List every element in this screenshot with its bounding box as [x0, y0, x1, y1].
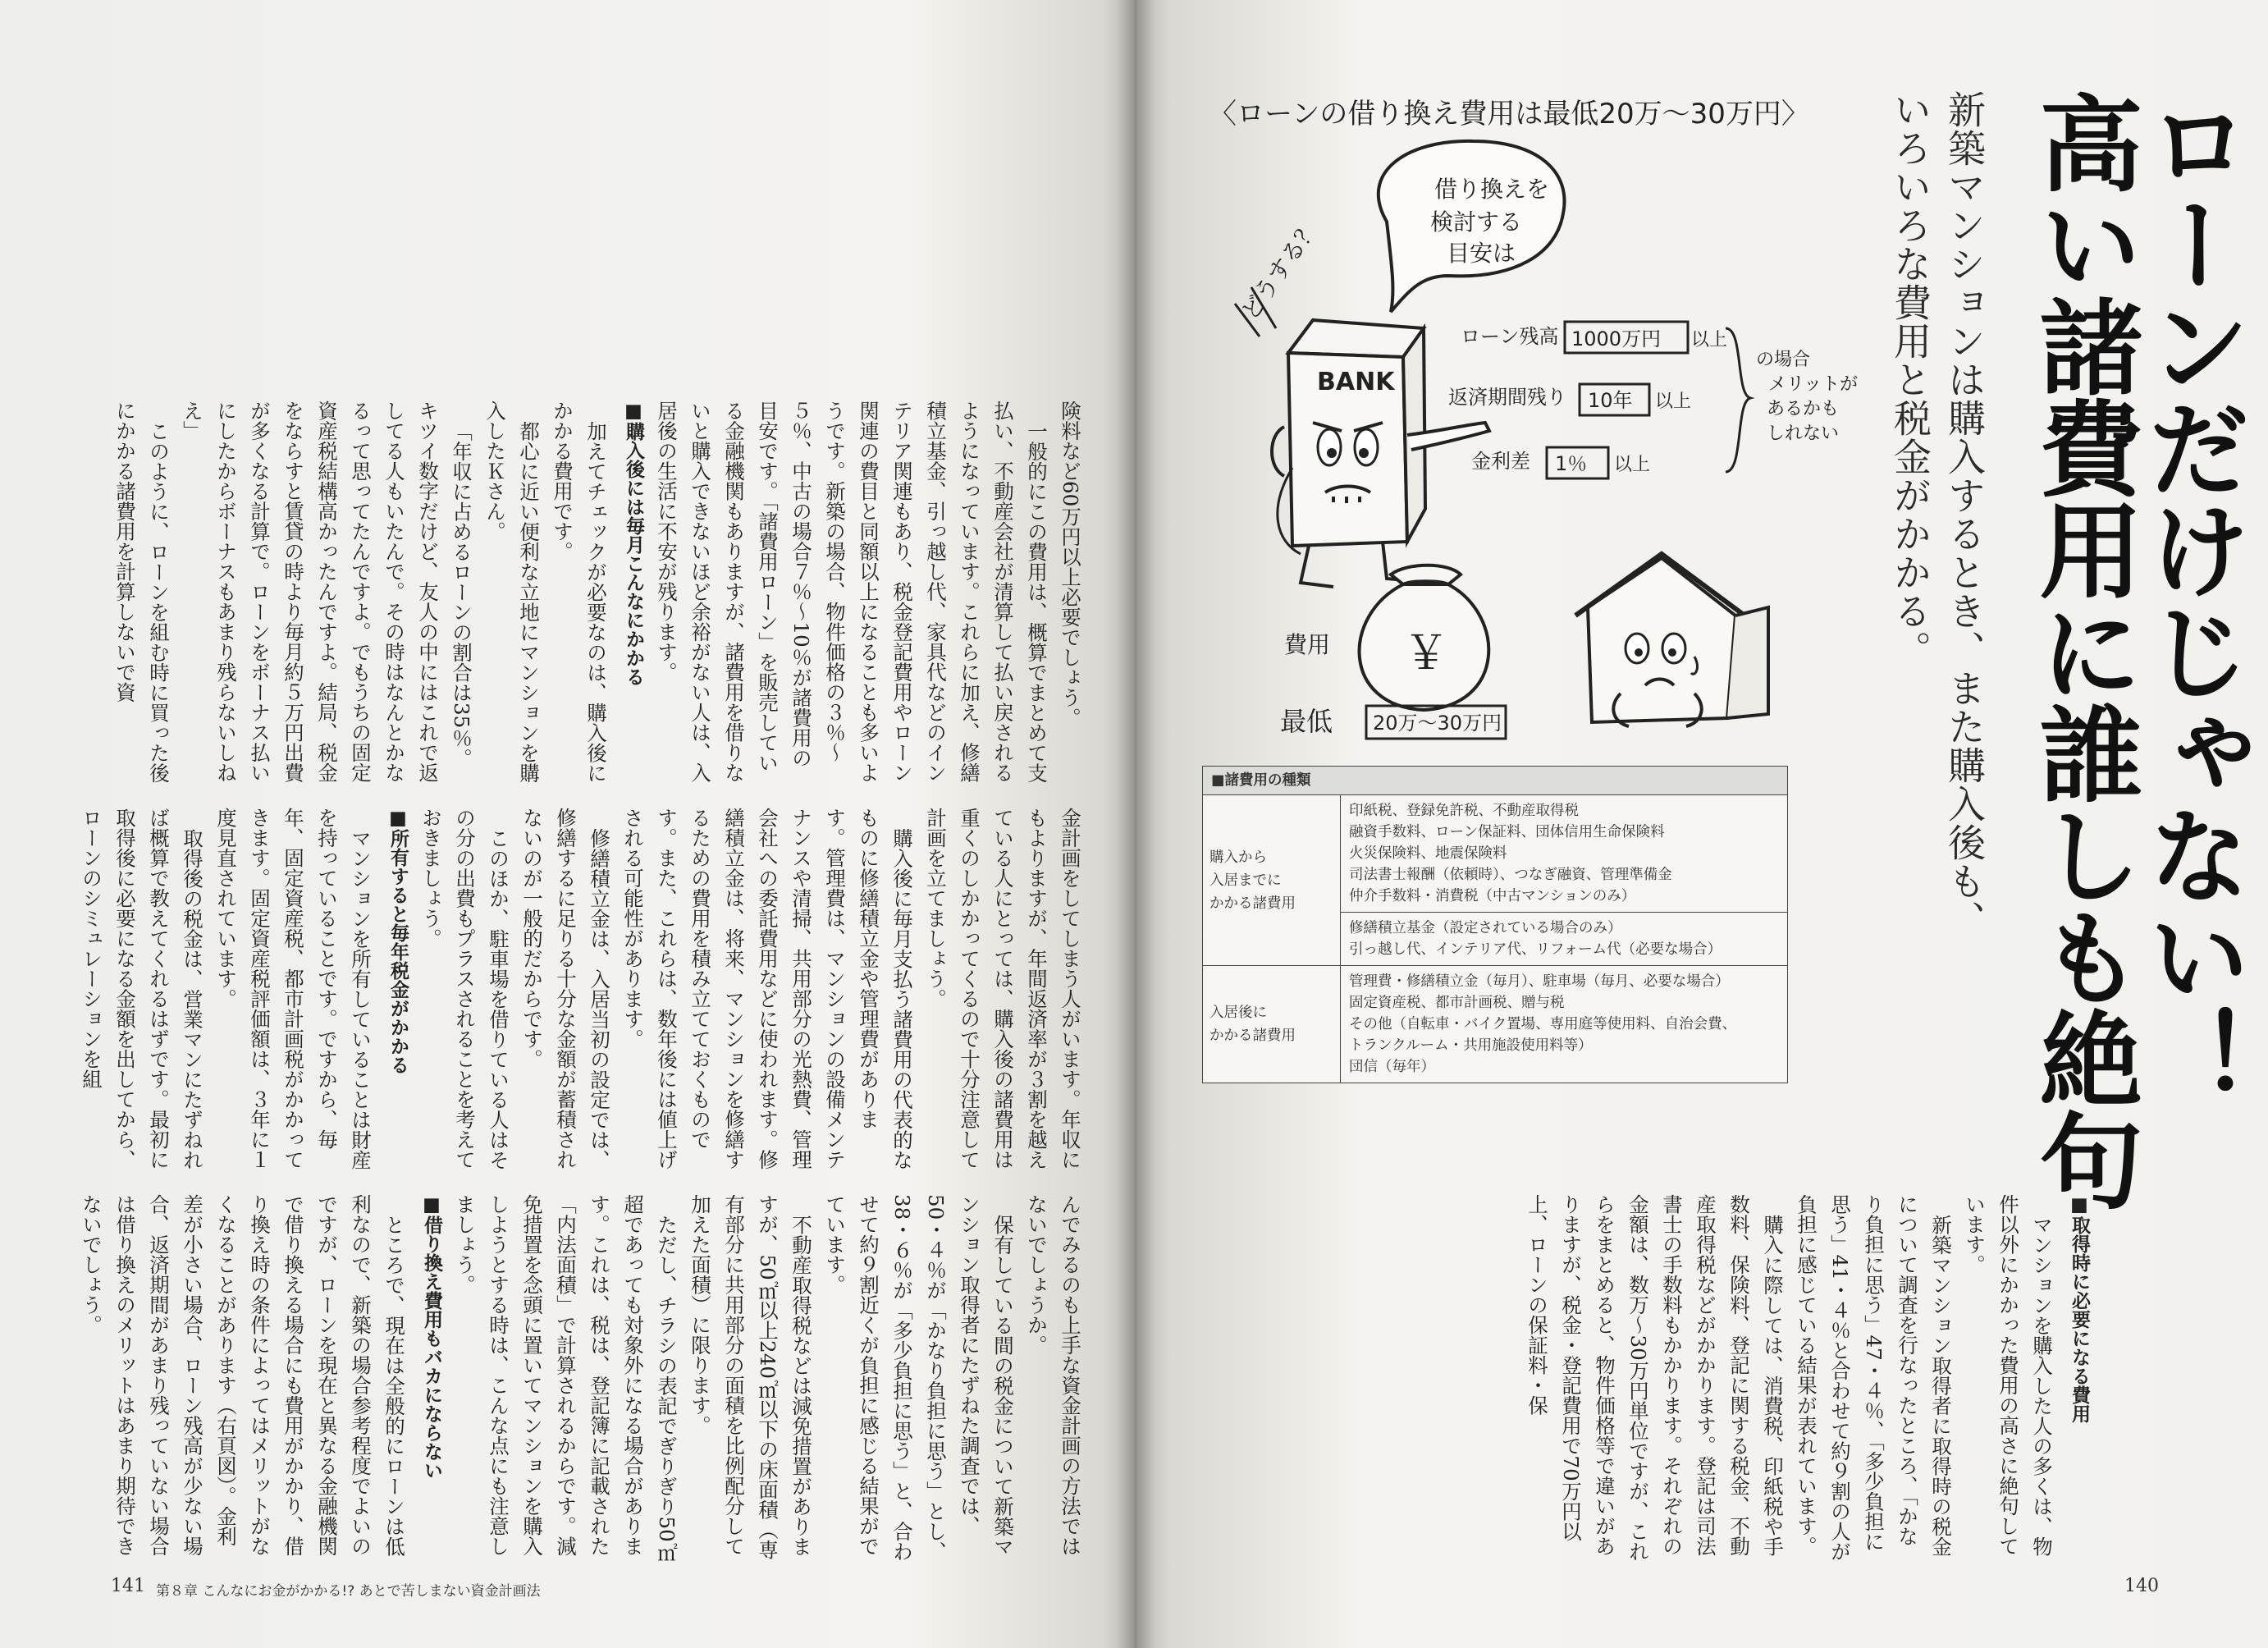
section-heading: ■購入後には毎月こんなにかかる [623, 401, 644, 686]
cost-label: 費用 [1284, 631, 1331, 658]
cost-item: 修繕積立基金（設定されている場合のみ） [1349, 920, 1622, 936]
cost-item: 仲介手数料・消費税（中古マンションのみ） [1349, 888, 1636, 904]
body-paragraph: このように、ローンを組む時に買った後にかかる諸費用を計算しないで資 [113, 401, 171, 783]
section-heading: ■取得時に必要になる費用 [2069, 1194, 2090, 1423]
condition-suffix-rate: 以上 [1614, 455, 1651, 475]
merit-note-2: メリットが [1768, 374, 1859, 395]
body-paragraph: 修繕積立金は、入居当初の設定では、修繕するに足りる十分な金額が蓄積されないのが一般的だからです。 [520, 808, 611, 1170]
cost-item: 管理費・修繕積立金（毎月）、駐車場（毎月、必要な場合） [1349, 973, 1730, 990]
condition-label-rate: 金利差 [1471, 450, 1530, 473]
bag-yen-symbol: ￥ [1403, 627, 1449, 680]
cost-table-body [1203, 795, 1787, 1083]
cost-item: トランクルーム・共用施設使用料等） [1349, 1037, 1593, 1054]
body-paragraph: 購入後に毎月支払う諸費用の代表的なものに修繕積立金や管理費がありま す。管理費は、マンションの設備メンテナンスや清掃、共用部分の光熱費、管理会社への委託費用などに使われます。修繕積立金は、将来、マンションを修繕するための費用を積み立てておくものです。また、これらは、数年後には値上げされる可能性があります。 [621, 808, 914, 1170]
cost-item: 印紙税、登録免許税、不動産取得税 [1349, 803, 1579, 819]
merit-note-3: あるかも [1767, 399, 1840, 419]
cost-table-row-label [1203, 966, 1341, 1083]
cost-table-row [1203, 795, 1787, 965]
minimum-value: 20万〜30万円 [1373, 712, 1502, 735]
body-paragraph: ところで、現在は全般的にローンは低利なので、新築の場合参考程度でよいのですが、ローンを現在と異なる金融機関で借り換える場合にも費用がかかり、借り換え時の条件によってはメリットがなくなることがあります（右頁図）。金利差が小さい場合、ローン残高が少ない場合、返済期間があまり残っていない場合は借り換えのメリットはあまり期待できないでしょう。 [80, 1194, 406, 1556]
section-heading: ■所有すると毎年税金がかかる [387, 808, 409, 1074]
cost-table-cell [1341, 966, 1787, 1083]
body-paragraph: マンションを所有していることは財産を持っていることです。ですから、毎年、固定資産税、都市計画税がかかってきます。固定資産税評価額は、３年に１度見直されています。 [214, 808, 373, 1170]
cost-table-title: ■諸費用の種類 [1203, 767, 1787, 795]
bank-character [1272, 320, 1489, 587]
right-page-number: 140 [2124, 1576, 2159, 1596]
bank-label: BANK [1317, 368, 1395, 396]
headline-line-1: ローンだけじゃない！ [2131, 90, 2252, 1108]
cost-table-cell [1341, 912, 1787, 965]
merit-note-1: の場合 [1756, 350, 1811, 370]
condition-label-term: 返済期間残り [1448, 386, 1566, 409]
cost-item: 融資手数料、ローン保証料、団体信用生命保険料 [1349, 824, 1665, 840]
condition-suffix-term: 以上 [1655, 391, 1692, 412]
cost-table-row [1203, 965, 1787, 1083]
condition-suffix-balance: 以上 [1691, 330, 1728, 350]
condition-label-balance: ローン残高 [1461, 325, 1559, 348]
cost-item: 団信（毎年） [1349, 1059, 1435, 1075]
merit-note-4: しれない [1767, 423, 1840, 444]
body-paragraph: 金計画をしてしまう人がいます。年収にもよりますが、年間返済率が３割を越えている人にとっては、購入後の諸費用は重くのしかかってくるので十分注意して計画を立てましょう。 [924, 808, 1082, 1170]
body-paragraph: マンションを購入した人の多くは、物件以外にかかった費用の高さに絶句しています。 [1963, 1194, 2054, 1556]
conditions [1448, 322, 1858, 478]
cost-item: 引っ越し代、インテリア代、リフォーム代（必要な場合） [1349, 941, 1722, 958]
lead-line-2: いろいろな費用と税金がかかる。 [1888, 90, 1932, 669]
chapter-running-head: 第８章 こんなにお金がかかる!? あとで苦しまない資金計画法 [156, 1583, 541, 1600]
money-bag [1280, 565, 1506, 739]
row-label-line: 購入から [1209, 849, 1267, 866]
body-paragraph: このほか、駐車場を借りている人はその分の出費もプラスされることを考えておきましょう。 [419, 808, 510, 1170]
body-paragraph: 取得後の税金は、営業マンにたずねれば概算で教えてくれるはずです。最初に取得後に必要になる金額を出してから、ローンのシミュレーションを組 [80, 808, 204, 1170]
mutter-text: どうする？ [1236, 215, 1324, 325]
body-paragraph: 新築マンション取得者に取得時の税金について調査を行なったところ、「かなり負担に思う」47・４％、「多少負担に思う」41・４％と合わせて約９割の人が負担に感じている結果が表れています。 [1795, 1194, 1953, 1562]
body-paragraph: んでみるのも上手な資金計画の方法ではないでしょうか。 [1025, 1194, 1082, 1556]
body-paragraph: 購入に際しては、消費税、印紙税や手数料、保険料、登記に関する税金、不動産取得税などがかかります。登記は司法書士の手数料もかかります。それぞれの金額は、数万〜30万円単位ですが、これらをまとめると、物件価格等で違いがありますが、税金・登記費用で70万円以上、ローンの保証料・保 [1525, 1194, 1785, 1562]
illustration-caption: 〈ローンの借り換え費用は最低20万〜30万円〉 [1209, 98, 1809, 130]
cost-item: 司法書士報酬（依頼時）、つなぎ融資、管理準備金 [1349, 867, 1672, 883]
cost-item: その他（自転車・バイク置場、専用庭等使用料、自治会費、 [1349, 1016, 1737, 1032]
lead-line-1: 新築マンションは購入するとき、また購入後も、 [1942, 90, 1987, 939]
worried-house-character [1575, 554, 1768, 726]
body-paragraph: 保有している間の税金について新築マンション取得者にたずねた調査では、50・４％が「かなり負担に思う」とし、38・６％が「多少負担に思う」と、合わせて約９割近くが負担に感じる結果がでています。 [823, 1194, 1015, 1562]
section-heading: ■借り換え費用もバカにならない [421, 1194, 442, 1480]
body-paragraph: 険料など60万円以上必要でしょう。 [1059, 401, 1082, 728]
loan-refinance-illustration [1202, 82, 1883, 755]
bubble-line-3: 目安は [1447, 240, 1516, 267]
left-page-number: 141 [111, 1576, 145, 1596]
row-label-line: かかる諸費用 [1209, 895, 1296, 912]
row-label-line: かかる諸費用 [1209, 1028, 1296, 1044]
body-paragraph: 不動産取得税などは減免措置がありますが、50㎡以上240㎡以下の床面積（専有部分に共用部分の面積を比例配分して加えた面積）に限ります。 [688, 1194, 813, 1560]
row-label-line: 入居後に [1209, 1005, 1267, 1021]
condition-value-term: 10年 [1588, 389, 1633, 412]
minimum-label: 最低 [1280, 706, 1333, 737]
cost-table-cell [1341, 795, 1787, 912]
left-body-column-middle [80, 808, 1087, 1173]
headline-line-2: 高い諸費用に誰しも絶句 [2023, 90, 2143, 1210]
bubble-line-2: 検討する [1430, 208, 1523, 236]
left-body-column-top [98, 401, 1087, 788]
lead-text [1883, 90, 1991, 952]
conditions-brace [1726, 328, 1750, 472]
right-body-column [1197, 1194, 2096, 1565]
cost-table-row-label [1203, 795, 1341, 965]
cost-types-table [1202, 766, 1788, 1083]
body-paragraph: ただし、チラシの表記でぎりぎり50㎡超であっても対象外になる場合があります。これは、税は、登記簿に記載された「内法面積」で計算されるからです。減免措置を念頭に置いてマンションを購入しようとする時は、こんな点にも注意しましょう。 [453, 1194, 679, 1562]
cost-item: 固定資産税、都市計画税、贈与税 [1349, 995, 1565, 1011]
body-paragraph: 一般的にこの費用は、概算でまとめて支払い、不動産会社が清算して払い戻されるようになっています。これらに加え、修繕積立基金、引っ越し代、家具代などのインテリア関連もあり、税金登記費用やローン関連の費目と同額以上になることも多いようです。新築の場合、物件価格の３％〜５％、中古の場合７％〜10％が諸費用の目安です。「諸費用ローン」を販売している金融機関もありますが、諸費用を借りないと購入できないほど余裕がない人は、入居後の生活に不安が残ります。 [655, 401, 1049, 783]
headline [2023, 90, 2252, 1256]
condition-value-rate: 1％ [1555, 452, 1588, 475]
body-paragraph: 加えてチェックが必要なのは、購入後にかかる費用です。 [551, 401, 608, 783]
bubble-line-1: 借り換えを [1434, 176, 1550, 203]
body-paragraph: 都心に近い便利な立地にマンションを購入したＫさん。 [483, 401, 541, 783]
condition-value-balance: 1000万円 [1571, 327, 1662, 350]
book-gutter [1116, 0, 1155, 1648]
body-paragraph: 「年収に占めるローンの割合は35％。キツイ数字だけど、友人の中にはこれで返してる人もいたんで。その時はなんとかなるって思ってたんですよ。でもうちの固定資産税結構高かったんですよ。結局、税金をならすと賃貸の時より毎月約５万円出費が多くなる計算で。ローンをボーナス払いにしたからボーナスもあまり残らないしねえ」 [181, 401, 473, 783]
row-label-line: 入居までに [1209, 872, 1282, 889]
cost-item: 火災保険料、地震保険料 [1349, 845, 1507, 862]
left-body-column-bottom [80, 1194, 1087, 1565]
